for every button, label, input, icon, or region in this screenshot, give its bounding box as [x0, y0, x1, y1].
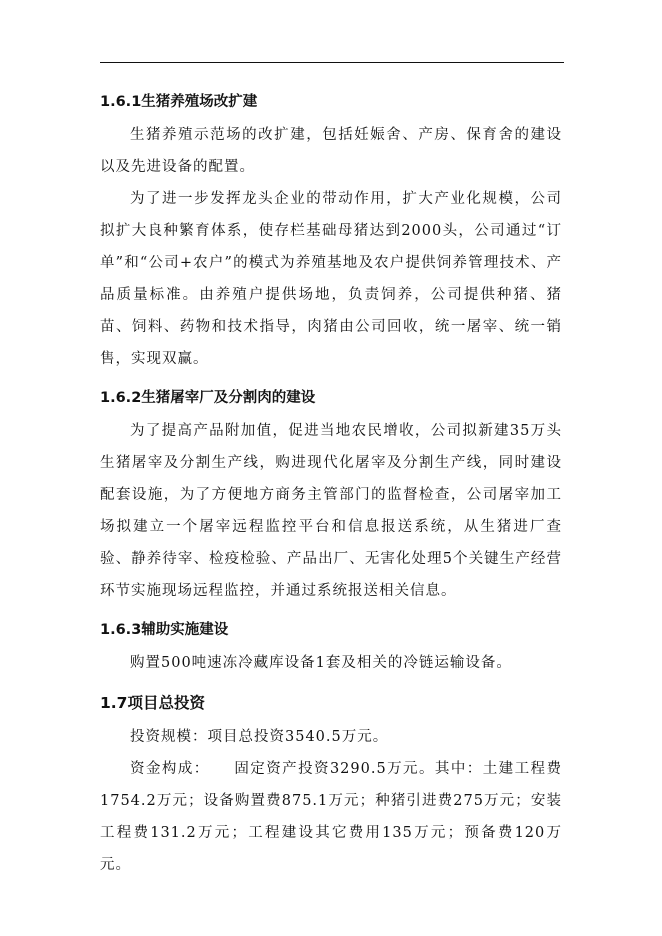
section-heading-1-6-1: 1.6.1生猪养殖场改扩建	[100, 94, 258, 110]
header-rule	[100, 62, 564, 63]
paragraph-1-6-2: 为了提高产品附加值，促进当地农民增收，公司拟新建35万头生猪屠宰及分割生产线，购进现代化屠宰及分割生产线，同时建设配套设施，为了方便地方商务主管部门的监督检查，公司屠宰加工场拟建立一个屠宰远程监控平台和信息报送系统，从生猪进厂查验、静养待宰、检疫检验、产品出厂、无害化处理5个关键生产经营环节实施现场远程监控，并通过系统报送相关信息。	[100, 423, 562, 599]
section-heading-1-6-2: 1.6.2生猪屠宰厂及分割肉的建设	[100, 390, 316, 406]
paragraph-1-7-scale: 投资规模：项目总投资3540.5万元。	[130, 729, 389, 745]
paragraph-1-6-1-a: 生猪养殖示范场的改扩建，包括妊娠舍、产房、保育舍的建设以及先进设备的配置。	[100, 127, 562, 175]
paragraph-1-6-1-b: 为了进一步发挥龙头企业的带动作用，扩大产业化规模，公司拟扩大良种繁育体系，使存栏基础母猪达到2000头，公司通过“订单”和“公司+农户”的模式为养殖基地及农户提供饲养管理技术、产品质量标准。由养殖户提供场地，负责饲养，公司提供种猪、猪苗、饲料、药物和技术指导，肉猪由公司回收，统一屠宰、统一销售，实现双赢。	[100, 191, 562, 367]
document-body	[100, 80, 562, 881]
section-heading-1-6-3: 1.6.3辅助实施建设	[100, 622, 229, 638]
section-heading-1-7: 1.7项目总投资	[100, 694, 205, 712]
paragraph-1-6-3: 购置500吨速冻冷藏库设备1套及相关的冷链运输设备。	[130, 655, 512, 671]
paragraph-1-7-composition: 资金构成： 固定资产投资3290.5万元。其中：土建工程费1754.2万元；设备购置费875.1万元；种猪引进费275万元；安装工程费131.2万元；工程建设其它费用135万元；预备费120万元。	[100, 761, 562, 873]
